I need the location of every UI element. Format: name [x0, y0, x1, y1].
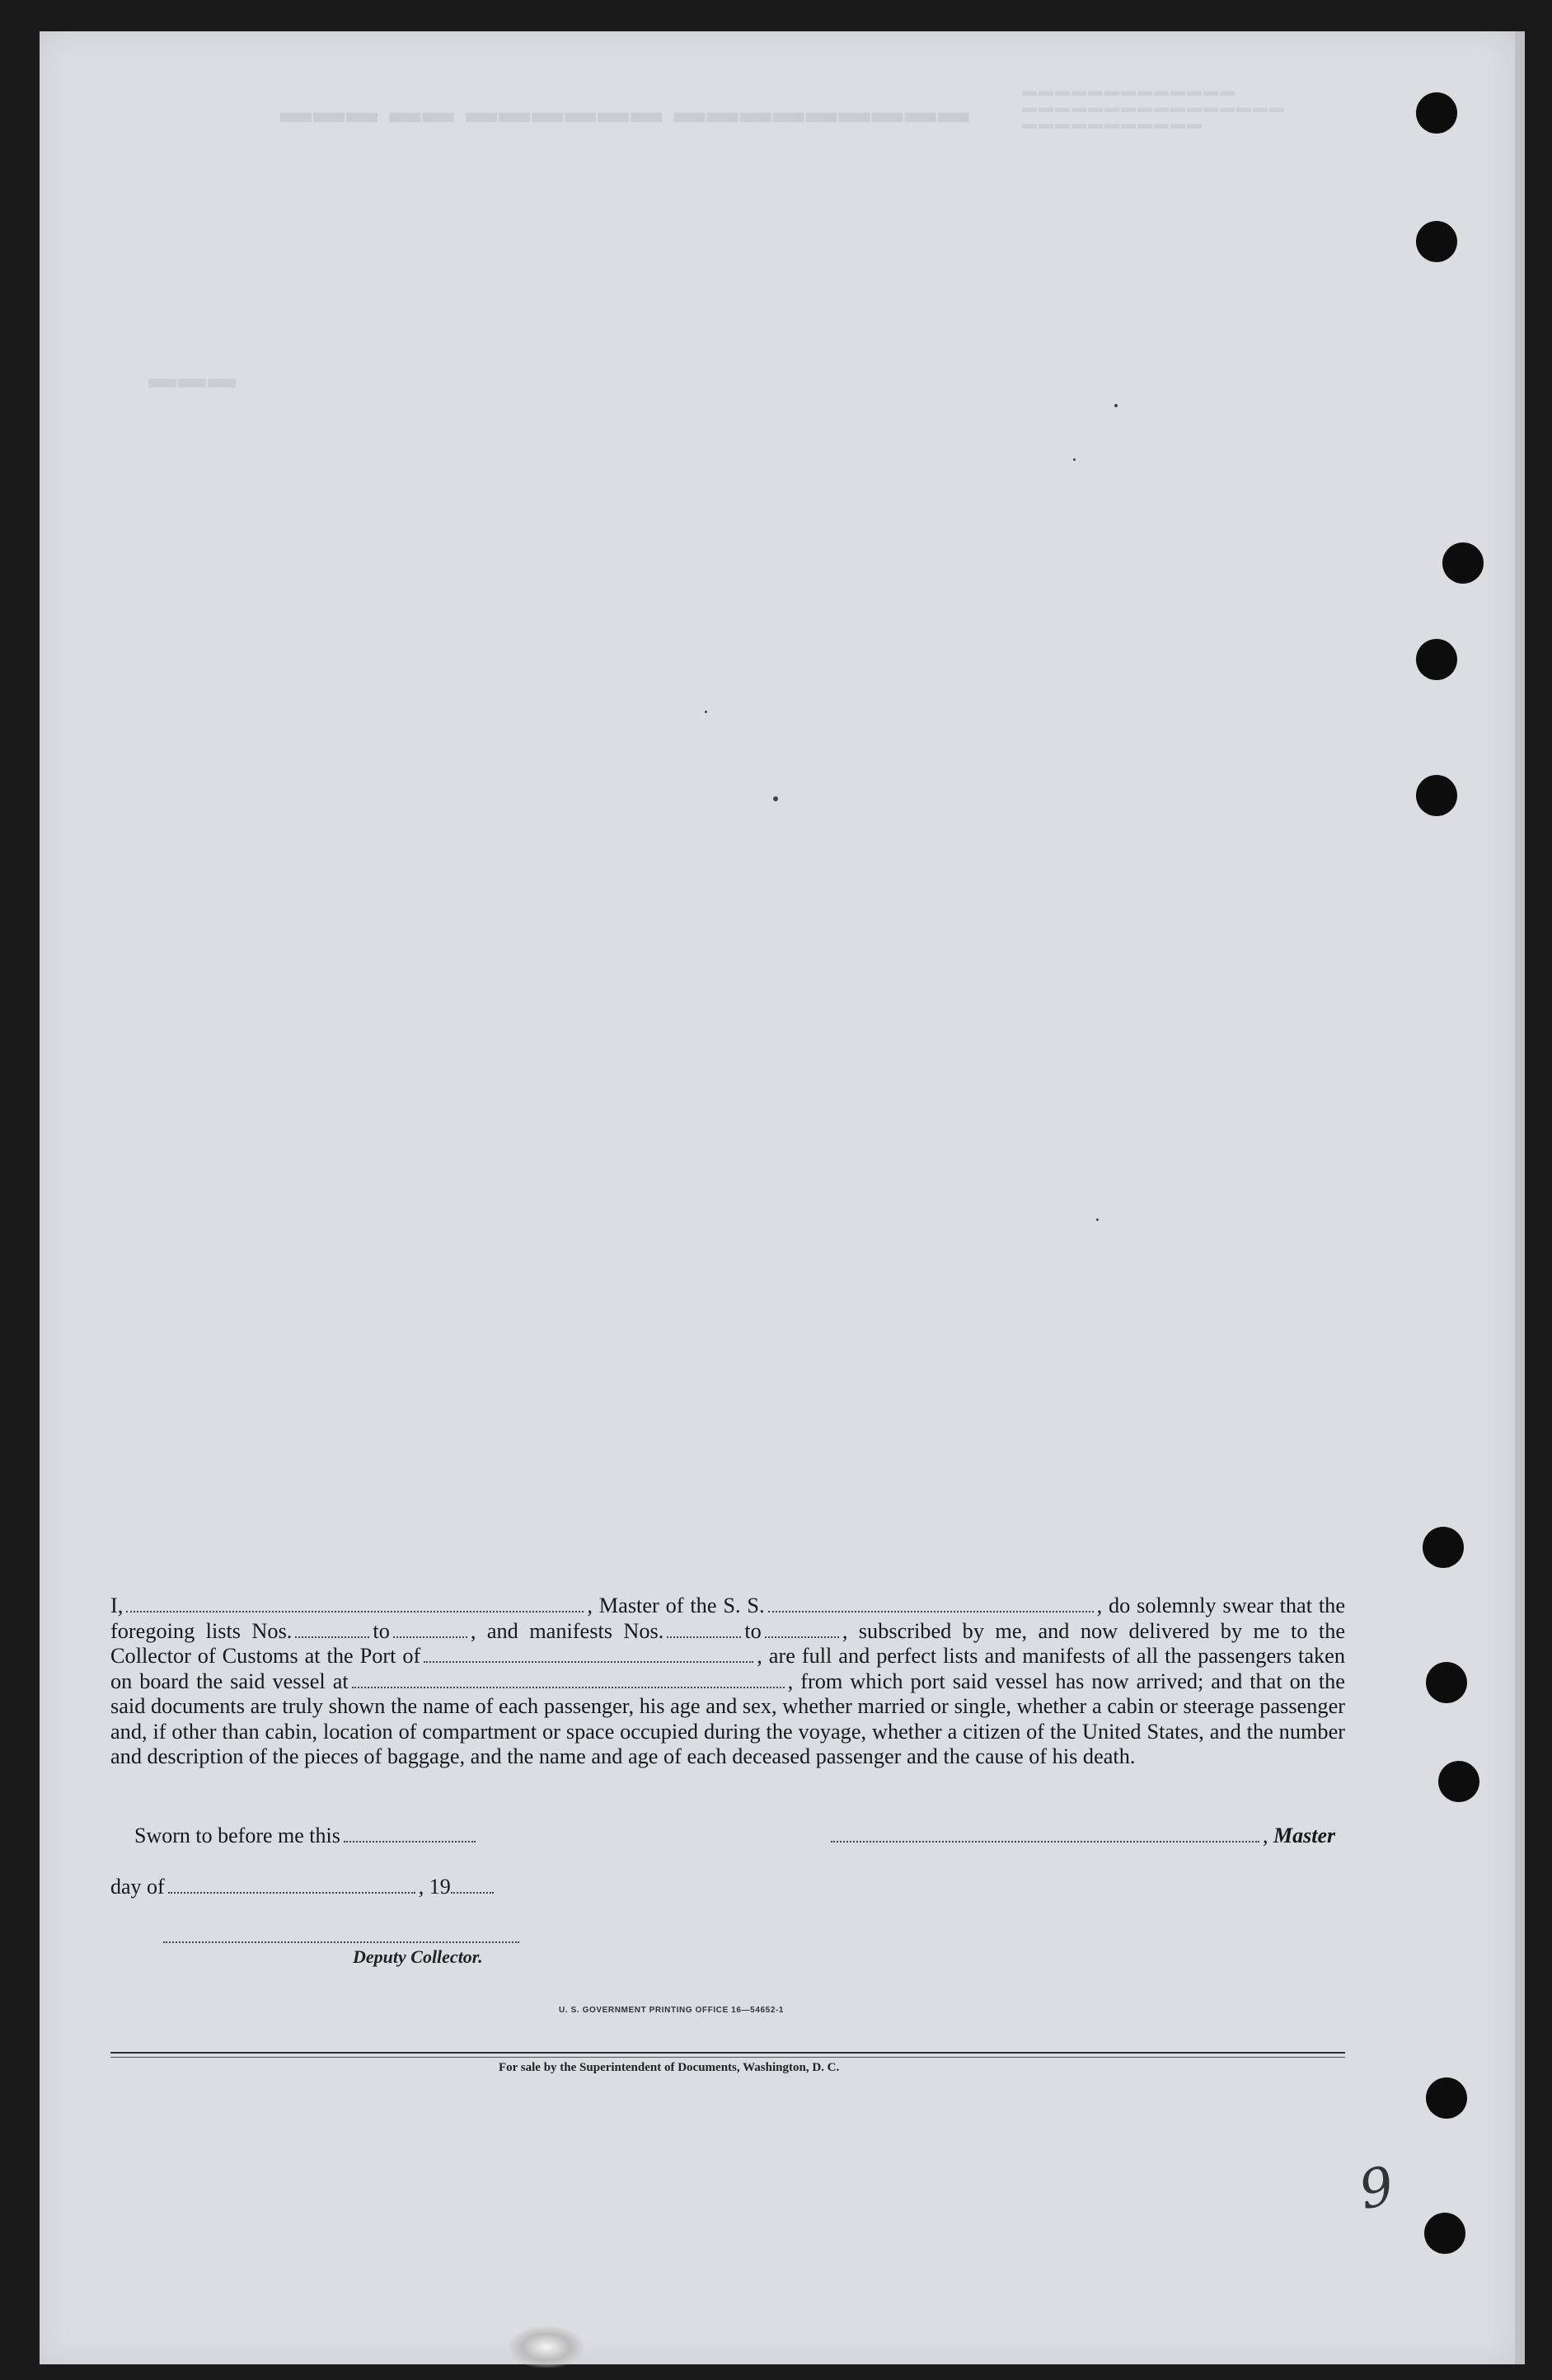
oath-text: , from which port said vessel has now arrived; and that on the said documents are truly shown the name of each passenger, his age and sex, whether married or single, whether a cabin or steerage passenger and, if other than cabin, location of compartment or space occupied during the voyage, whether a citizen of the United States, and the number and description of the pieces of baggage, and the name and age of each deceased passenger and the cause of his death.	[110, 1669, 1345, 1768]
day-of-line	[110, 1875, 497, 1899]
punch-hole	[1426, 2077, 1467, 2119]
scan-speck	[1073, 458, 1076, 461]
punch-hole	[1426, 1662, 1467, 1703]
oath-text: to	[744, 1618, 762, 1643]
punch-hole	[1416, 92, 1457, 134]
ship-name-blank	[768, 1596, 1094, 1612]
scan-glare	[509, 2326, 584, 2368]
punch-hole	[1442, 542, 1484, 584]
master-label: Master	[1273, 1824, 1336, 1847]
scan-speck	[1096, 1218, 1099, 1221]
list-to-blank	[393, 1622, 467, 1638]
punch-hole	[1416, 775, 1457, 816]
bleed-through-text: ▬▬▬▬▬▬▬▬▬▬▬▬▬ ▬▬▬▬▬▬▬▬▬▬▬▬▬▬▬▬ ▬▬▬▬▬▬▬▬▬▬▬	[1022, 82, 1286, 132]
deputy-signature-blank	[163, 1941, 519, 1943]
oath-text: , subscribed by me, and now delivered by me to the Collector of Customs at the Port of	[110, 1618, 1346, 1668]
master-name-blank	[126, 1596, 584, 1612]
day-of-label: day of	[110, 1875, 165, 1899]
footer-rule	[110, 2057, 1345, 2058]
master-signature-blank	[831, 1826, 1259, 1843]
month-blank	[168, 1877, 415, 1894]
manifest-to-blank	[765, 1622, 839, 1638]
oath-text: to	[373, 1618, 390, 1643]
punch-hole	[1424, 2213, 1465, 2254]
footer-rule	[110, 2052, 1345, 2054]
handwritten-page-number: 9	[1353, 2155, 1400, 2223]
manifest-from-blank	[667, 1622, 741, 1638]
year-blank	[451, 1877, 494, 1894]
oath-text: , do solemnly swear that the foregoing lists Nos.	[110, 1594, 1345, 1643]
scan-speck	[1114, 404, 1118, 407]
master-signature-line: , Master	[831, 1824, 1335, 1848]
printing-office-imprint: U. S. GOVERNMENT PRINTING OFFICE 16—54652-1	[559, 2006, 785, 2015]
sworn-label: Sworn to before me this	[134, 1824, 340, 1847]
master-oath-paragraph	[110, 1594, 1345, 1770]
punch-hole	[1423, 1527, 1464, 1568]
bleed-through-text: ▬▬▬	[148, 363, 237, 394]
scan-speck	[705, 711, 707, 713]
sworn-date-blank	[344, 1826, 476, 1843]
punch-hole	[1416, 639, 1457, 680]
page-edge	[1515, 31, 1525, 2364]
for-sale-notice: For sale by the Superintendent of Documents, Washington, D. C.	[499, 2061, 840, 2074]
port-blank	[424, 1646, 753, 1663]
punch-hole	[1416, 221, 1457, 262]
embark-port-blank	[352, 1672, 785, 1688]
scan-speck	[773, 796, 778, 801]
oath-text: , and manifests Nos.	[470, 1618, 664, 1643]
oath-text: , are full and perfect lists and manifests of all the passengers taken on board the said vessel at	[110, 1644, 1345, 1693]
year-prefix: , 19	[418, 1875, 451, 1899]
punch-hole	[1438, 1761, 1479, 1802]
list-from-blank	[295, 1622, 369, 1638]
oath-text: I,	[110, 1594, 124, 1617]
sworn-line	[134, 1824, 479, 1848]
oath-text: , Master of the S. S.	[587, 1594, 765, 1617]
deputy-collector-label: Deputy Collector.	[353, 1946, 483, 1967]
bleed-through-text: ▬▬▬ ▬▬ ▬▬▬▬▬▬ ▬▬▬▬▬▬▬▬▬	[280, 95, 971, 129]
